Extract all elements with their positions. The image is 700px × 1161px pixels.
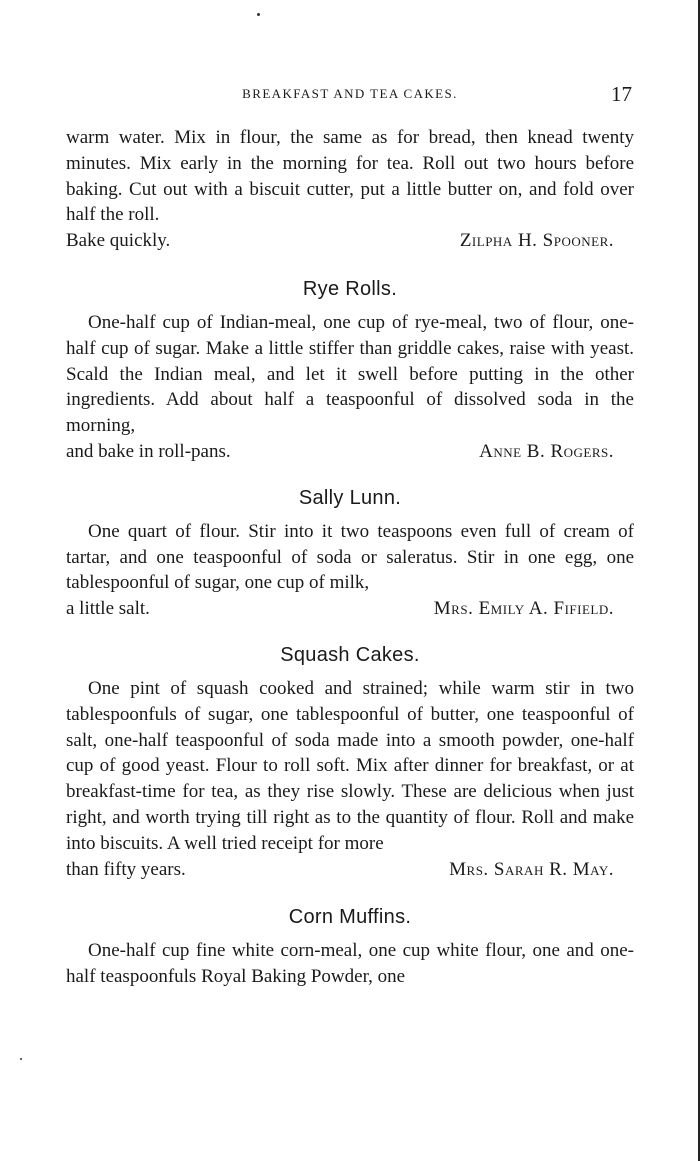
- running-head: BREAKFAST AND TEA CAKES.: [242, 86, 458, 101]
- recipe-rye-rolls: [66, 276, 634, 465]
- recipe-sally-lunn: [66, 485, 634, 622]
- recipe-author: Zilpha H. Spooner.: [459, 230, 614, 252]
- page-number: 17: [611, 82, 632, 106]
- page-content: [66, 125, 634, 990]
- ink-speck: [257, 13, 260, 16]
- recipe-text-end: Bake quickly.: [66, 230, 171, 252]
- recipe-text: One-half cup fine white corn-meal, one cup white flour, one and one-half teaspoonfuls Royal Baking Powder, one: [66, 940, 634, 988]
- recipe-author: Mrs. Emily A. Fifield.: [433, 598, 614, 620]
- recipe-text: One-half cup of Indian-meal, one cup of rye-meal, two of flour, one-half cup of sugar. Make a little stiffer than griddle cakes, raise with yeast. Scald the Indian meal, and let it swell before putting in the other ingredients. Add about half a teaspoonful of dissolved soda in the morning,: [66, 311, 634, 437]
- recipe-text-end: than fifty years.: [66, 858, 186, 880]
- recipe-title: Squash Cakes.: [280, 643, 420, 666]
- recipe-author: Anne B. Rogers.: [479, 440, 614, 462]
- signature-line: [66, 439, 634, 465]
- ink-speck: [20, 1058, 22, 1060]
- signature-line: [66, 857, 634, 883]
- recipe-squash-cakes: [66, 642, 634, 882]
- recipe-text-end: a little salt.: [66, 598, 150, 620]
- recipe-text: One quart of flour. Stir into it two teaspoons even full of cream of tartar, and one teaspoonful of soda or saleratus. Stir in one egg, one tablespoonful of sugar, one cup of milk,: [66, 520, 634, 594]
- recipe-text-end: and bake in roll-pans.: [66, 440, 231, 462]
- recipe-title: Rye Rolls.: [302, 277, 398, 300]
- recipe-continuation: [66, 125, 634, 254]
- recipe-title: Sally Lunn.: [298, 486, 402, 509]
- recipe-author: Mrs. Sarah R. May.: [449, 858, 614, 880]
- recipe-corn-muffins: [66, 904, 634, 990]
- signature-line: [66, 228, 634, 254]
- recipe-text: One pint of squash cooked and strained; while warm stir in two tablespoonfuls of sugar, one tablespoonful of butter, one teaspoonful of salt, one-half teaspoonful of soda made into a smooth powder, one-half cup of good yeast. Flour to roll soft. Mix after dinner for breakfast, or at breakfast-time for tea, as they rise slowly. These are delicious when just right, and worth trying till right as to the quantity of flour. Roll and make into biscuits. A well tried receipt for more: [66, 677, 634, 854]
- recipe-text: warm water. Mix in flour, the same as for bread, then knead twenty minutes. Mix early in the morning for tea. Roll out two hours before baking. Cut out with a biscuit cutter, put a little butter on, and fold over half the roll.: [66, 127, 634, 226]
- recipe-title: Corn Muffins.: [288, 906, 412, 929]
- signature-line: [66, 596, 634, 622]
- page-header: [66, 82, 634, 110]
